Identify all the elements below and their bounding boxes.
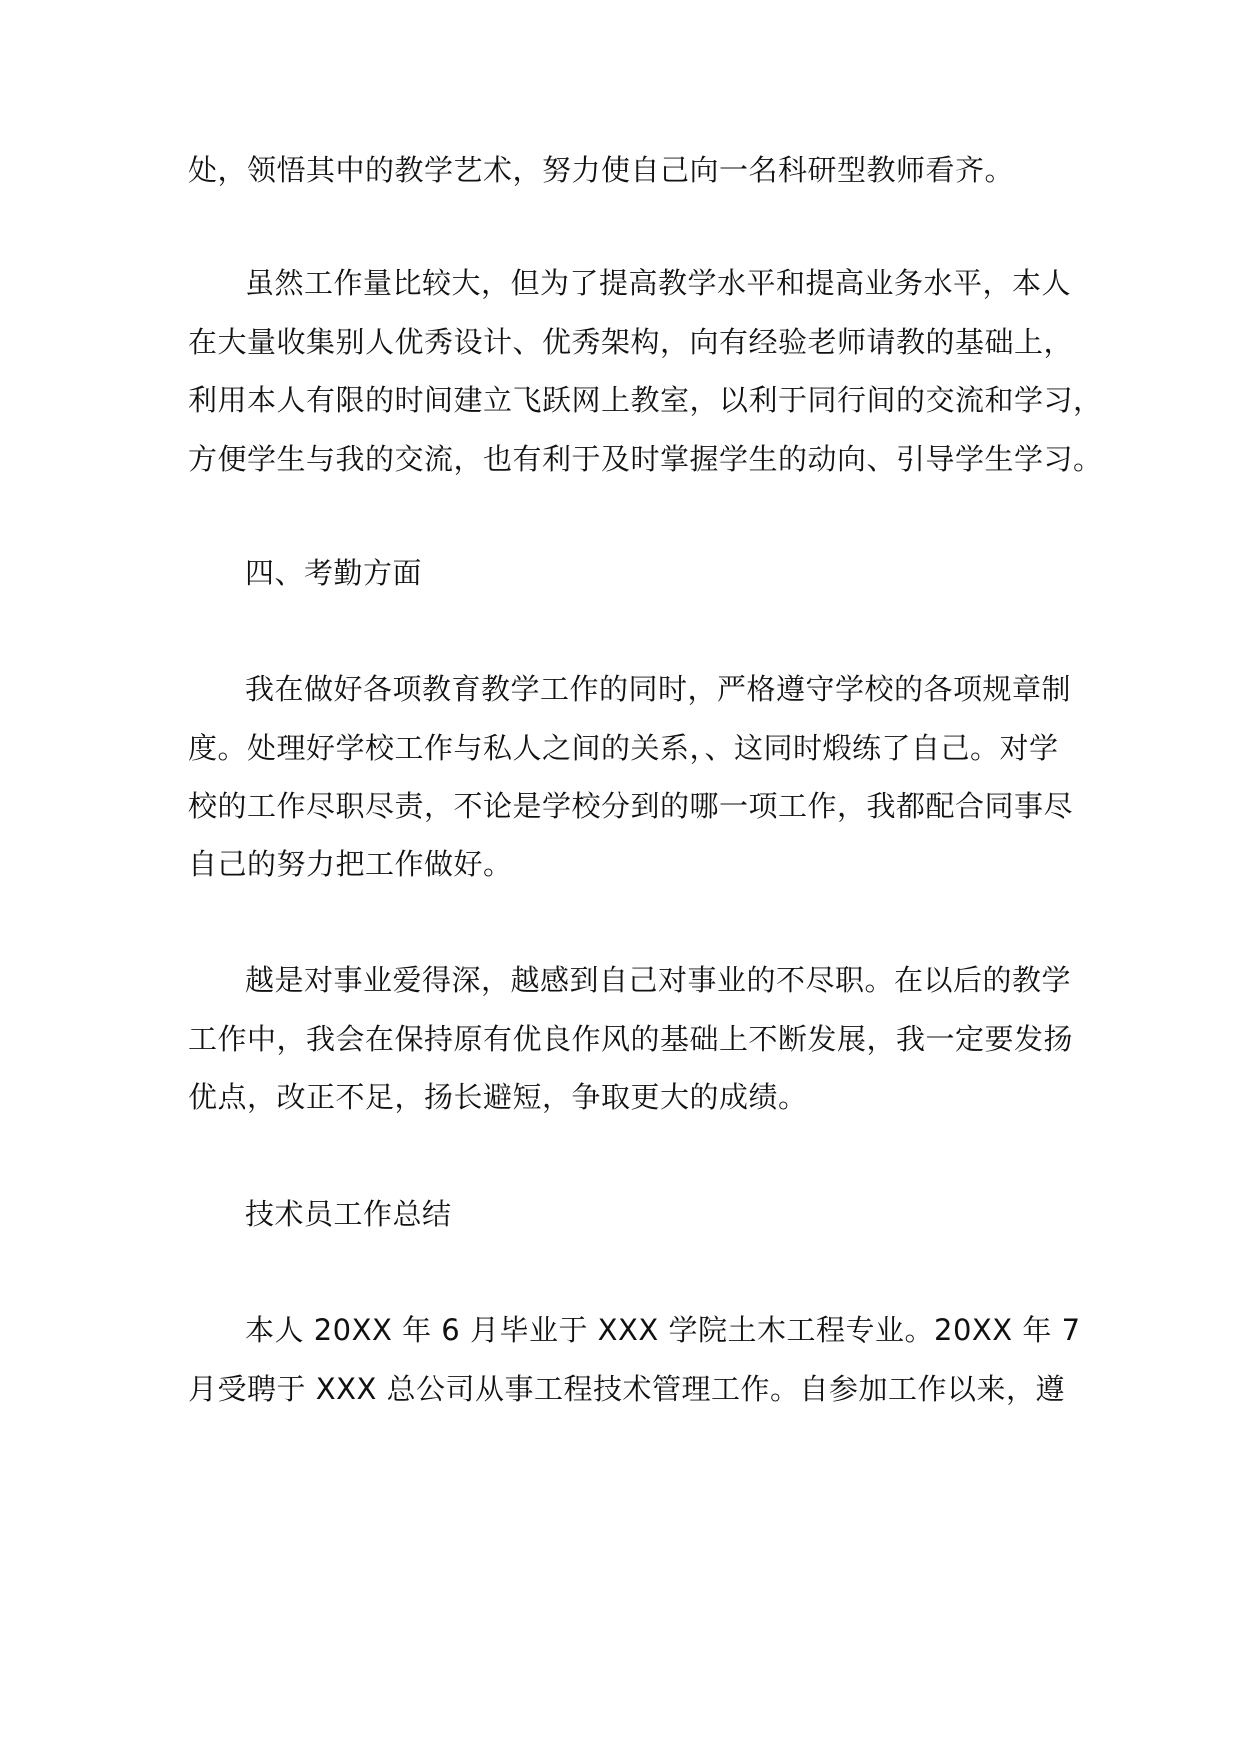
text-line: 方便学生与我的交流，也有利于及时掌握学生的动向、引导学生学习。: [188, 442, 1103, 476]
text-line: 处，领悟其中的教学艺术，努力使自己向一名科研型教师看齐。: [188, 153, 1015, 187]
text-line: 工作中，我会在保持原有优良作风的基础上不断发展，我一定要发扬: [188, 1022, 1074, 1056]
paragraph-first-line: 我在做好各项教育教学工作的同时，严格遵守学校的各项规章制: [245, 672, 1072, 706]
text-line: 校的工作尽职尽责，不论是学校分到的哪一项工作，我都配合同事尽: [188, 789, 1074, 823]
paragraph-first-line: 本人 20XX 年 6 月毕业于 XXX 学院土木工程专业。20XX 年 7: [245, 1313, 1081, 1347]
paragraph-first-line: 越是对事业爱得深，越感到自己对事业的不尽职。在以后的教学: [245, 963, 1072, 997]
paragraph-first-line: 虽然工作量比较大，但为了提高教学水平和提高业务水平，本人: [245, 266, 1072, 300]
text-line: 度。处理好学校工作与私人之间的关系，、这同时煅练了自己。对学: [188, 731, 1059, 765]
section-heading: 技术员工作总结: [245, 1197, 452, 1231]
text-line: 月受聘于 XXX 总公司从事工程技术管理工作。自参加工作以来，遵: [188, 1372, 1066, 1406]
section-heading: 四、考勤方面: [245, 556, 423, 590]
text-line: 在大量收集别人优秀设计、优秀架构，向有经验老师请教的基础上，: [188, 325, 1074, 359]
text-line: 利用本人有限的时间建立飞跃网上教室，以利于同行间的交流和学习，: [188, 383, 1103, 417]
text-line: 自己的努力把工作做好。: [188, 847, 513, 881]
text-line: 优点，改正不足，扬长避短，争取更大的成绩。: [188, 1080, 808, 1114]
